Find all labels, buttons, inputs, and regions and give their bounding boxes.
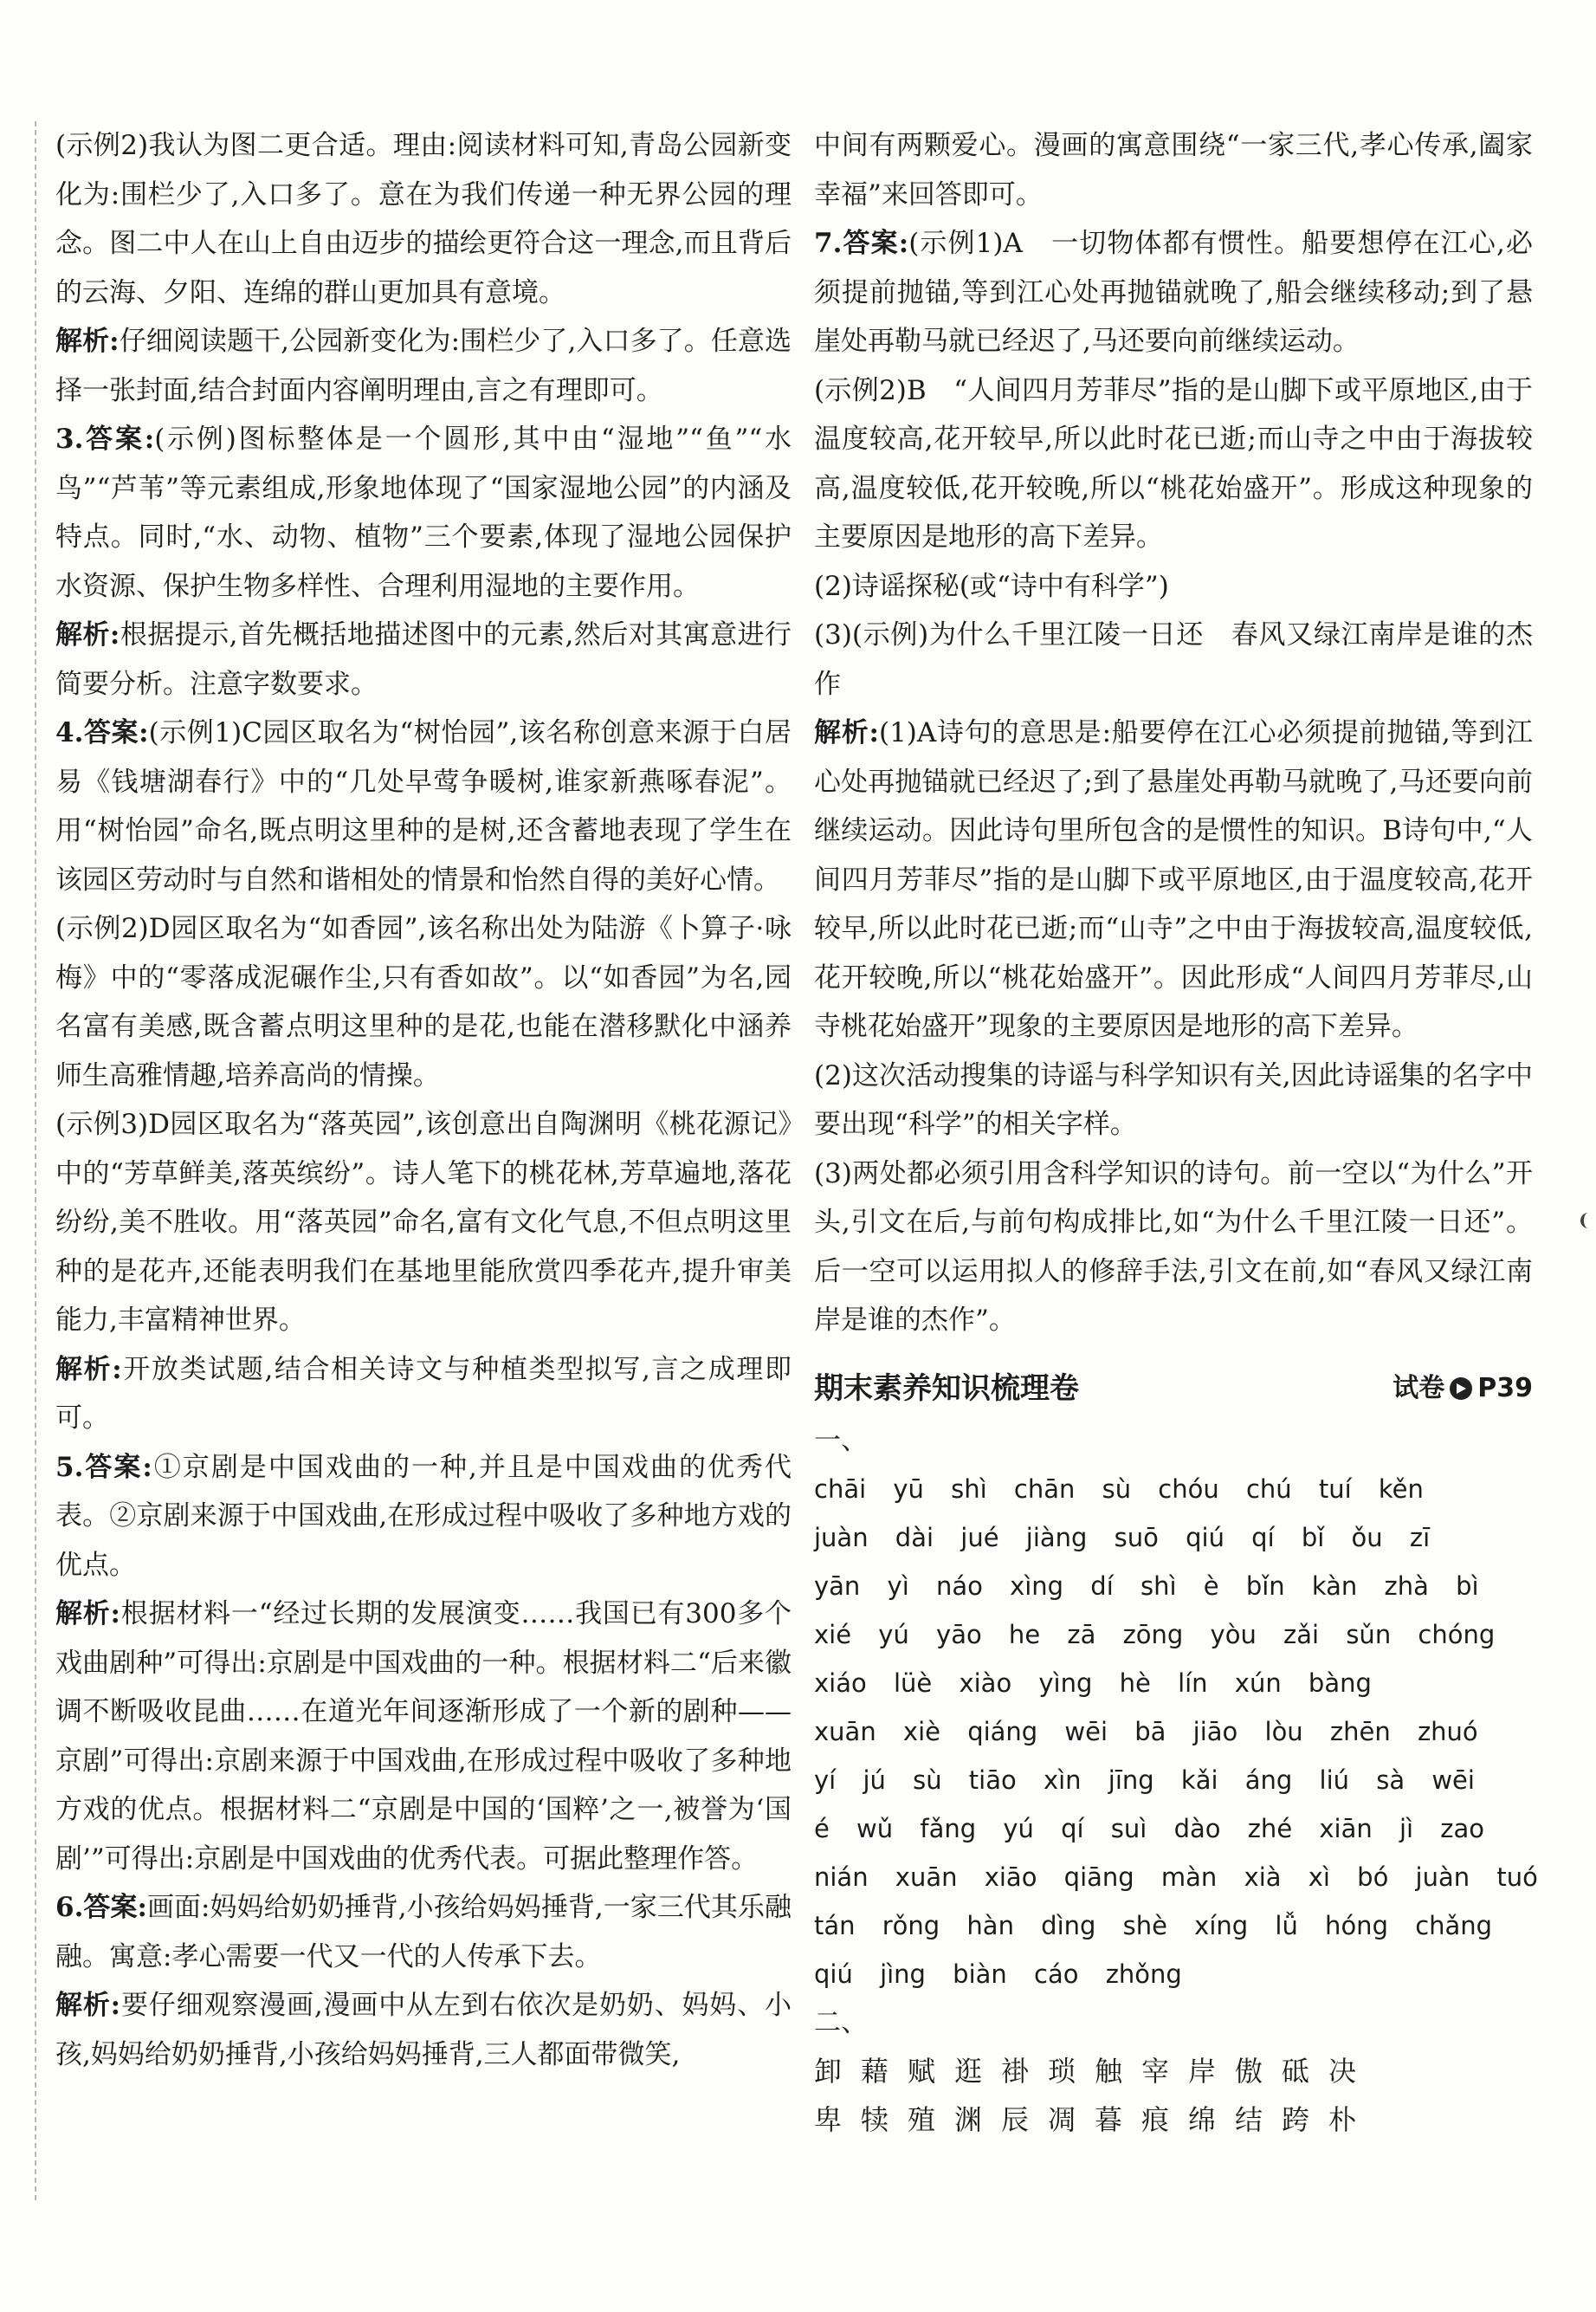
analysis-label: 解析: <box>55 1598 121 1629</box>
section-page-ref <box>1392 1364 1533 1414</box>
page-edge-mark <box>1580 1213 1593 1228</box>
example-2-answer: (示例2)我认为图二更合适。理由:阅读材料可知,青岛公园新变化为:围栏少了,入口多了。意在为我们传递一种无界公园的理念。图二中人在山上自由迈步的描绘更符合这一理念,而且背后的云海、夕阳、连绵的群山更加具有意境。 <box>55 130 792 308</box>
question-number: 7. <box>814 228 843 259</box>
question-7-example-2: (示例2)B “人间四月芳菲尽”指的是山脚下或平原地区,由于温度较高,花开较早,所以此时花已逝;而山寺之中由于海拔较高,温度较低,花开较晚,所以“桃花始盛开”。形成这种现象的主要原因是地形的高下差异。 <box>814 374 1533 553</box>
analysis-paragraph <box>55 317 792 415</box>
question-7-part-3: (3)(示例)为什么千里江陵一日还 春风又绿江南岸是谁的杰作 <box>814 619 1533 700</box>
left-column <box>35 121 792 2200</box>
answer-text: (示例1)A 一切物体都有惯性。船要想停在江心,必须提前抛锚,等到江心处再抛锚就晚了,船会继续移动;到了悬崖处再勒马就已经迟了,马还要向前继续运动。 <box>814 228 1533 357</box>
question-7-analysis-3: (3)两处都必须引用含科学知识的诗句。前一空以“为什么”开头,引文在后,与前句构成排比,如“为什么千里江陵一日还”。后一空可以运用拟人的修辞手法,引文在前,如“春风又绿江南岸是谁的杰作”。 <box>814 1157 1533 1336</box>
analysis-text: 要仔细观察漫画,漫画中从左到右依次是奶奶、妈妈、小孩,妈妈给奶奶捶背,小孩给妈妈捶背,三人都面带微笑, <box>55 1990 792 2070</box>
analysis-label: 解析: <box>814 717 879 748</box>
analysis-text: (1)A诗句的意思是:船要停在江心必须提前抛锚,等到江心处再抛锚就已经迟了;到了悬崖处再勒马就晚了,马还要向前继续运动。因此诗句里所包含的是惯性的知识。B诗句中,“人间四月芳菲尽”指的是山脚下或平原地区,由于温度较高,花开较早,所以此时花已逝;而“山寺”之中由于海拔较高,温度较低,花开较晚,所以“桃花始盛开”。因此形成“人间四月芳菲尽,山寺桃花始盛开”现象的主要原因是地形的高下差异。 <box>814 717 1533 1042</box>
pinyin-row: xuān xiè qiáng wēi bā jiāo lòu zhēn zhuó <box>814 1717 1478 1746</box>
answer-label: 答案: <box>842 228 909 259</box>
question-6-analysis <box>55 1981 792 2079</box>
question-3-analysis <box>55 611 792 709</box>
question-5-analysis <box>55 1590 792 1883</box>
answer-label: 答案: <box>83 424 155 455</box>
page-ref-number: P39 <box>1477 1372 1533 1403</box>
answer-text: (示例)图标整体是一个圆形,其中由“湿地”“鱼”“水鸟”“芦苇”等元素组成,形象地体现了“国家湿地公园”的内涵及特点。同时,“水、动物、植物”三个要素,体现了湿地公园保护水资源、保护生物多样性、合理利用湿地的主要作用。 <box>55 424 792 602</box>
section-header <box>814 1364 1533 1414</box>
analysis-label: 解析: <box>55 1353 122 1385</box>
character-row: 卸藉赋逛褂琐触宰岸傲砥决 <box>814 2055 1376 2088</box>
question-number: 3. <box>55 424 84 455</box>
analysis-text: 根据提示,首先概括地描述图中的元素,然后对其寓意进行简要分析。注意字数要求。 <box>55 619 792 700</box>
question-4-answer <box>55 709 792 904</box>
answer-text: 画面:妈妈给奶奶捶背,小孩给妈妈捶背,一家三代其乐融融。寓意:孝心需要一代又一代的人传承下去。 <box>55 1892 792 1972</box>
answer-text: ①京剧是中国戏曲的一种,并且是中国戏曲的优秀代表。②京剧来源于中国戏曲,在形成过程中吸收了多种地方戏的优点。 <box>55 1451 792 1581</box>
answer-label: 答案: <box>83 1451 152 1483</box>
arrow-right-icon <box>1450 1377 1472 1400</box>
analysis-text: 开放类试题,结合相关诗文与种植类型拟写,言之成理即可。 <box>55 1353 792 1434</box>
pinyin-row: qiú jìng biàn cáo zhǒng <box>814 1959 1182 1989</box>
question-7-answer <box>814 219 1533 366</box>
analysis-text: 仔细阅读题干,公园新变化为:围栏少了,入口多了。任意选择一张封面,结合封面内容阐明理由,言之有理即可。 <box>55 326 792 406</box>
analysis-text: 根据材料一“经过长期的发展演变……我国已有300多个戏曲剧种”可得出:京剧是中国戏曲的一种。根据材料二“后来徽调不断吸收昆曲……在道光年间逐渐形成了一个新的剧种——京剧”可得出:京剧来源于中国戏曲,在形成过程中吸收了多种地方戏的优点。根据材料二“京剧是中国的‘国粹’之一,被誉为‘国剧’”可得出:京剧是中国戏曲的优秀代表。可据此整理作答。 <box>55 1598 792 1875</box>
analysis-label: 解析: <box>55 1990 121 2021</box>
question-6-analysis-continued: 中间有两颗爱心。漫画的寓意围绕“一家三代,孝心传承,阖家幸福”来回答即可。 <box>814 130 1533 210</box>
part-2-label: 二、 <box>814 2007 868 2038</box>
analysis-label: 解析: <box>55 619 120 651</box>
question-7-analysis-2: (2)这次活动搜集的诗谣与科学知识有关,因此诗谣集的名字中要出现“科学”的相关字样。 <box>814 1059 1533 1140</box>
section-title: 期末素养知识梳理卷 <box>814 1370 1079 1406</box>
answer-label: 答案: <box>83 1892 147 1923</box>
right-column <box>814 121 1538 2144</box>
answer-label: 答案: <box>83 717 149 748</box>
pinyin-row: juàn dài jué jiàng suō qiú qí bǐ ǒu zī <box>814 1523 1431 1552</box>
pinyin-row: yí jú sù tiāo xìn jīng kǎi áng liú sà wēi <box>814 1765 1475 1795</box>
question-5-answer <box>55 1443 792 1590</box>
analysis-label: 解析: <box>55 326 120 357</box>
question-number: 4. <box>55 717 84 748</box>
character-row: 卑犊殖渊辰凋暮痕绵结跨朴 <box>814 2103 1376 2136</box>
question-number: 5. <box>55 1451 84 1483</box>
answer-text: (示例1)C园区取名为“树怡园”,该名称创意来源于白居易《钱塘湖春行》中的“几处早莺争暖树,谁家新燕啄春泥”。用“树怡园”命名,既点明这里种的是树,还含蓄地表现了学生在该园区劳动时与自然和谐相处的情景和怡然自得的美好心情。 <box>55 717 792 896</box>
pinyin-row: chāi yū shì chān sù chóu chú tuí kěn <box>814 1474 1424 1504</box>
pinyin-row: yān yì náo xìng dí shì è bǐn kàn zhà bì <box>814 1571 1479 1601</box>
pinyin-row: tán rǒng hàn dìng shè xíng lǚ hóng chǎng <box>814 1911 1493 1940</box>
pinyin-row: é wǔ fǎng yú qí suì dào zhé xiān jì zao <box>814 1814 1485 1843</box>
part-1-label: 一、 <box>814 1425 868 1456</box>
question-4-example-3: (示例3)D园区取名为“落英园”,该创意出自陶渊明《桃花源记》中的“芳草鲜美,落英缤纷”。诗人笔下的桃花林,芳草遍地,落花纷纷,美不胜收。用“落英园”命名,富有文化气息,不但点明这里种的是花卉,还能表明我们在基地里能欣赏四季花卉,提升审美能力,丰富精神世界。 <box>55 1109 792 1336</box>
pinyin-row: nián xuān xiāo qiāng màn xià xì bó juàn tuó <box>814 1862 1538 1892</box>
question-7-analysis <box>814 709 1533 1052</box>
question-4-example-2: (示例2)D园区取名为“如香园”,该名称出处为陆游《卜算子·咏梅》中的“零落成泥碾作尘,只有香如故”。以“如香园”为名,园名富有美感,既含蓄点明这里种的是花,也能在潜移默化中涵养师生高雅情趣,培养高尚的情操。 <box>55 913 792 1091</box>
pinyin-row: xiáo lüè xiào yìng hè lín xún bàng <box>814 1668 1372 1698</box>
question-7-part-2: (2)诗谣探秘(或“诗中有科学”) <box>814 570 1169 602</box>
page-ref-label: 试卷 <box>1392 1372 1445 1403</box>
question-4-analysis <box>55 1345 792 1443</box>
pinyin-row: xié yú yāo he zā zōng yòu zǎi sǔn chóng <box>814 1620 1496 1649</box>
question-number: 6. <box>55 1892 84 1923</box>
question-3-answer <box>55 415 792 611</box>
question-6-answer <box>55 1883 792 1981</box>
